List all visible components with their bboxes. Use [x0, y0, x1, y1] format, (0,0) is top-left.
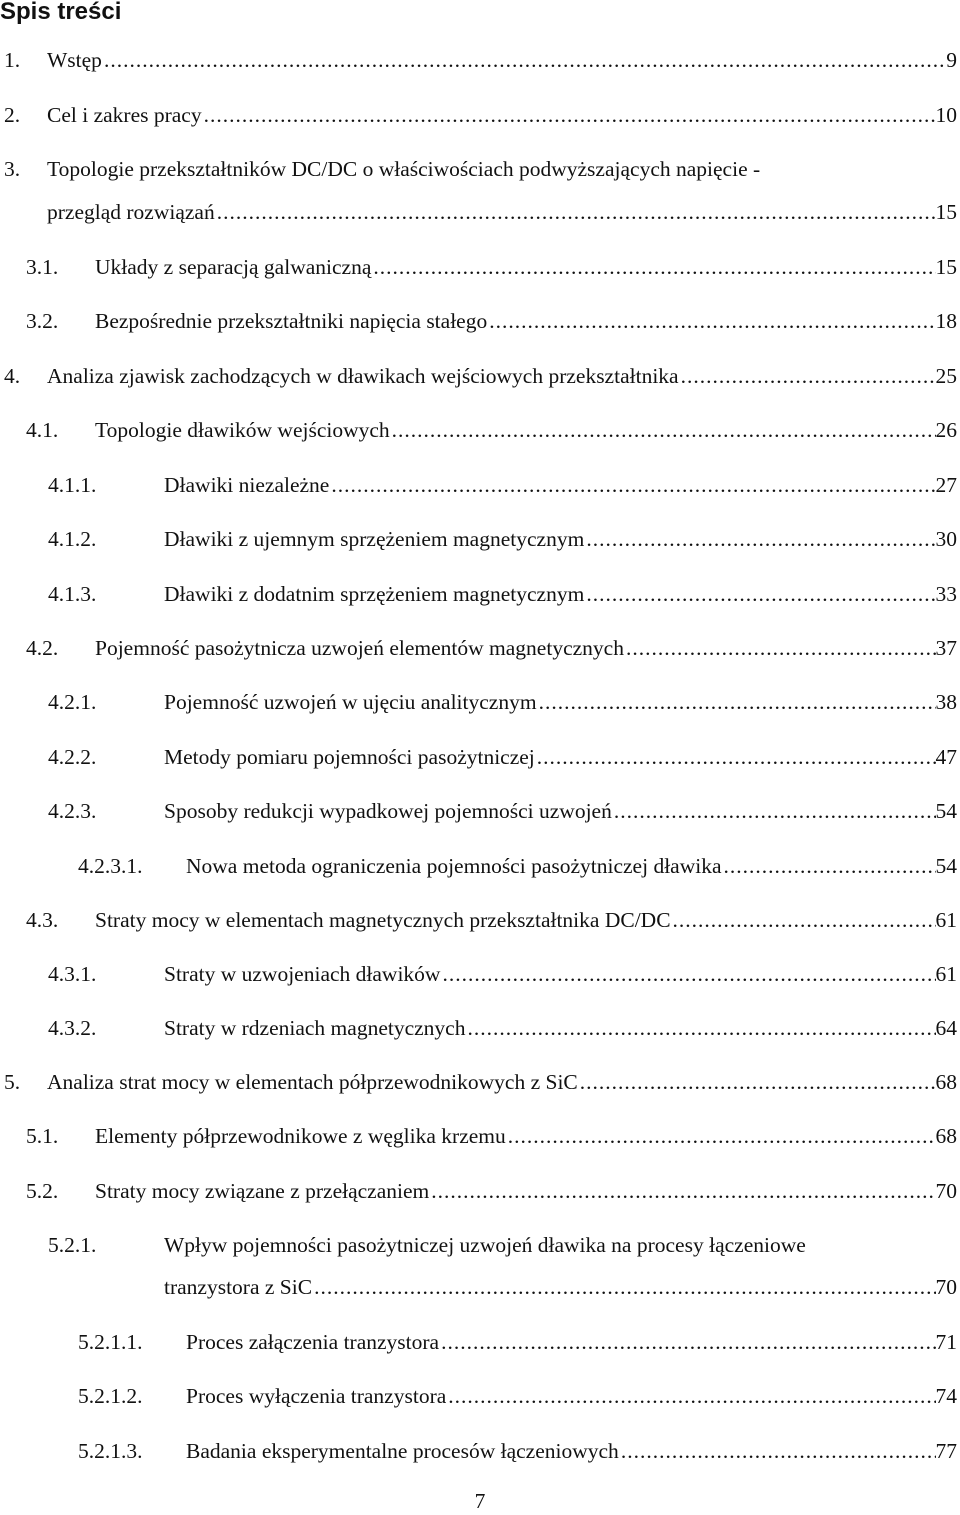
toc-entry-4-2-3-1[interactable]: [78, 850, 957, 882]
toc-entry-5-2[interactable]: [26, 1175, 957, 1207]
toc-entry-title: Dławiki niezależne: [164, 473, 330, 497]
toc-entry-page: 71: [935, 1330, 957, 1354]
toc-entry-title: Układy z separacją galwaniczną: [95, 255, 372, 279]
toc-entry-number: 4.2.3.: [48, 799, 97, 823]
dot-leader: [578, 1066, 936, 1098]
toc-entry-4-3[interactable]: [26, 904, 957, 936]
dot-leader: [584, 578, 935, 610]
toc-entry-title: Analiza strat mocy w elementach półprzewodnikowych z SiC: [47, 1070, 578, 1094]
dot-leader: [440, 958, 935, 990]
toc-entry-title: Cel i zakres pracy: [47, 103, 202, 127]
toc-entry-4-3-1[interactable]: [48, 958, 957, 990]
toc-entry-title: Pojemność pasożytnicza uzwojeń elementów magnetycznych: [95, 636, 624, 660]
page-number: 7: [474, 1489, 486, 1513]
toc-entry-title: Elementy półprzewodnikowe z węglika krzemu: [95, 1124, 506, 1148]
toc-entry-5-2-1-1[interactable]: [78, 1326, 957, 1358]
toc-entry-title: Proces załączenia tranzystora: [186, 1330, 440, 1354]
toc-entry-2[interactable]: [4, 99, 957, 131]
toc-entry-title: Proces wyłączenia tranzystora: [186, 1384, 447, 1408]
toc-entry-number: 5.2.1.2.: [78, 1384, 143, 1408]
toc-entry-title: Nowa metoda ograniczenia pojemności pasożytniczej dławika: [186, 854, 722, 878]
dot-leader: [102, 44, 946, 76]
toc-entry-page: 70: [935, 1179, 957, 1203]
toc-entry-page: 38: [935, 690, 957, 714]
toc-entry-1[interactable]: [4, 44, 957, 76]
toc-entry-page: 64: [935, 1016, 957, 1040]
toc-entry-page: 68: [935, 1124, 957, 1148]
dot-leader: [202, 99, 936, 131]
toc-entry-page: 47: [935, 745, 957, 769]
page-title: Spis treści: [0, 0, 122, 25]
toc-entry-number: 4.1.2.: [48, 527, 97, 551]
toc-entry-number: 4.1.: [26, 418, 59, 442]
toc-entry-page: 77: [935, 1439, 957, 1463]
toc-entry-4-1-1[interactable]: [48, 469, 957, 501]
toc-entry-title: Wstęp: [47, 48, 102, 72]
toc-entry-number: 4.1.3.: [48, 582, 97, 606]
toc-entry-5-2-1[interactable]: [48, 1271, 957, 1303]
dot-leader: [624, 632, 936, 664]
toc-entry-page: 70: [935, 1275, 957, 1299]
dot-leader: [487, 305, 935, 337]
toc-entry-4-2-3[interactable]: [48, 795, 957, 827]
toc-entry-title-continued: przegląd rozwiązań: [47, 200, 215, 224]
toc-entry-number: 5.2.1.3.: [78, 1439, 143, 1463]
toc-entry-title: Topologie dławików wejściowych: [95, 418, 390, 442]
toc-entry-page: 37: [935, 636, 957, 660]
toc-entry-page: 10: [935, 103, 957, 127]
toc-entry-page: 15: [935, 200, 957, 224]
toc-entry-page: 27: [935, 473, 957, 497]
toc-entry-title: Straty w uzwojeniach dławików: [164, 962, 441, 986]
toc-entry-page: 33: [935, 582, 957, 606]
toc-entry-title: Badania eksperymentalne procesów łączeniowych: [186, 1439, 619, 1463]
toc-entry-number: 3.2.: [26, 309, 59, 333]
toc-entry-number: 2.: [4, 103, 21, 127]
dot-leader: [619, 1435, 936, 1467]
dot-leader: [671, 904, 936, 936]
toc-entry-3-1[interactable]: [26, 251, 957, 283]
toc-entry-number: 4.3.: [26, 908, 59, 932]
toc-entry-page: 15: [935, 255, 957, 279]
toc-entry-title: Bezpośrednie przekształtniki napięcia stałego: [95, 309, 488, 333]
toc-entry-page: 18: [935, 309, 957, 333]
toc-entry-page: 61: [935, 908, 957, 932]
dot-leader: [506, 1120, 936, 1152]
toc-entry-title: Sposoby redukcji wypadkowej pojemności uzwojeń: [164, 799, 612, 823]
toc-entry-number: 4.2.: [26, 636, 59, 660]
toc-entry-4[interactable]: [4, 360, 957, 392]
dot-leader: [390, 414, 936, 446]
toc-entry-title: Dławiki z ujemnym sprzężeniem magnetycznym: [164, 527, 585, 551]
toc-entry-number: 5.1.: [26, 1124, 59, 1148]
toc-entry-title[interactable]: Wpływ pojemności pasożytniczej uzwojeń dławika na procesy łączeniowe: [164, 1233, 806, 1257]
toc-entry-page: 26: [935, 418, 957, 442]
toc-entry-title: Straty mocy związane z przełączaniem: [95, 1179, 430, 1203]
dot-leader: [535, 741, 936, 773]
toc-entry-5-2-1-2[interactable]: [78, 1380, 957, 1412]
toc-entry-number: 5.2.1.: [48, 1233, 97, 1257]
toc-entry-page: 68: [935, 1070, 957, 1094]
toc-entry-number: 4.3.2.: [48, 1016, 97, 1040]
toc-entry-number: 5.2.1.1.: [78, 1330, 143, 1354]
toc-entry-title[interactable]: Topologie przekształtników DC/DC o właściwościach podwyższających napięcie -: [47, 157, 761, 181]
toc-entry-page: 54: [935, 799, 957, 823]
toc-entry-number: 4.3.1.: [48, 962, 97, 986]
dot-leader: [215, 196, 936, 228]
dot-leader: [439, 1326, 935, 1358]
toc-entry-page: 30: [935, 527, 957, 551]
toc-entry-number: 4.: [4, 364, 21, 388]
toc-entry-number: 3.: [4, 157, 21, 181]
dot-leader: [371, 251, 935, 283]
toc-entry-page: 25: [935, 364, 957, 388]
toc-entry-4-3-2[interactable]: [48, 1012, 957, 1044]
dot-leader: [429, 1175, 935, 1207]
toc-entry-title-continued: tranzystora z SiC: [164, 1275, 313, 1299]
toc-entry-4-2-2[interactable]: [48, 741, 957, 773]
toc-entry-title: Straty mocy w elementach magnetycznych przekształtnika DC/DC: [95, 908, 671, 932]
toc-entry-page: 74: [935, 1384, 957, 1408]
dot-leader: [329, 469, 935, 501]
dot-leader: [584, 523, 935, 555]
toc-entry-page: 9: [946, 48, 957, 72]
toc-entry-number: 4.2.3.1.: [78, 854, 143, 878]
toc-entry-page: 61: [935, 962, 957, 986]
toc-entry-5-2-1-3[interactable]: [78, 1435, 957, 1467]
toc-entry-number: 4.2.2.: [48, 745, 97, 769]
toc-entry-title: Pojemność uzwojeń w ujęciu analitycznym: [164, 690, 537, 714]
toc-entry-title: Metody pomiaru pojemności pasożytniczej: [164, 745, 535, 769]
dot-leader: [446, 1380, 935, 1412]
dot-leader: [612, 795, 936, 827]
toc-entry-page: 54: [935, 854, 957, 878]
toc-entry-3-2[interactable]: [26, 305, 957, 337]
dot-leader: [312, 1271, 935, 1303]
toc-entry-title: Dławiki z dodatnim sprzężeniem magnetycznym: [164, 582, 585, 606]
toc-entry-number: 1.: [4, 48, 21, 72]
toc-entry-4-1-3[interactable]: [48, 578, 957, 610]
toc-entry-4-2[interactable]: [26, 632, 957, 664]
toc-entry-4-2-1[interactable]: [48, 686, 957, 718]
toc-entry-4-1-2[interactable]: [48, 523, 957, 555]
toc-entry-number: 5.: [4, 1070, 21, 1094]
dot-leader: [679, 360, 936, 392]
toc-entry-title: Analiza zjawisk zachodzących w dławikach wejściowych przekształtnika: [47, 364, 679, 388]
toc-entry-title: Straty w rdzeniach magnetycznych: [164, 1016, 466, 1040]
toc-entry-3[interactable]: [4, 196, 957, 228]
dot-leader: [722, 850, 936, 882]
toc-entry-5-1[interactable]: [26, 1120, 957, 1152]
dot-leader: [537, 686, 936, 718]
toc-entry-number: 3.1.: [26, 255, 59, 279]
toc-entry-number: 4.2.1.: [48, 690, 97, 714]
toc-entry-number: 5.2.: [26, 1179, 59, 1203]
toc-entry-5[interactable]: [4, 1066, 957, 1098]
toc-entry-4-1[interactable]: [26, 414, 957, 446]
dot-leader: [465, 1012, 935, 1044]
toc-entry-number: 4.1.1.: [48, 473, 97, 497]
